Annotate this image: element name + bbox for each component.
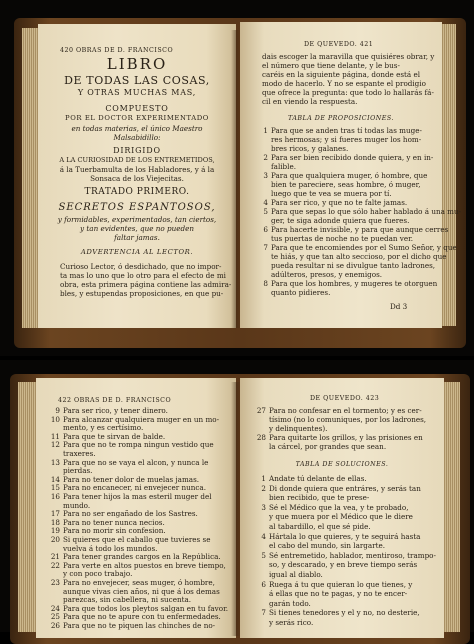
body-line: Curioso Lector, ó desdichado, que no impor- [60, 262, 222, 271]
item-text: Para que no te apure con tu enfermedades. [63, 612, 221, 622]
item-text: Para que sepas lo que sólo haber hablado á una mu- [271, 207, 462, 216]
subtitle-author: POR EL DOCTOR EXPERIMENTADO [65, 114, 209, 122]
item-number: 5 [261, 550, 266, 560]
item-text: Para tener grandes cargos en la República. [63, 552, 221, 562]
item-text: y serás rico. [269, 618, 314, 627]
subtitle-line: Malsabidillo: [113, 133, 161, 142]
item-text: Para que no se vaya el alcon, y nunca le [63, 457, 209, 467]
item-number: 7 [263, 243, 268, 252]
item-text: Ruega á tu que quieran lo que tienes, y [269, 579, 413, 589]
list-item [254, 135, 442, 144]
list-item [252, 512, 444, 521]
body-line: obra, esta primera página contiene las admira- [60, 280, 232, 289]
list-item [252, 474, 444, 483]
item-text: Para alcanzar qualquiera muger en un mo- [63, 414, 220, 424]
item-number: 27 [256, 406, 266, 415]
body-line: ta mas lo uno que lo otro para el efecto de mi [60, 271, 226, 280]
book-title-line-1: LIBRO [106, 55, 168, 73]
list-item [252, 589, 444, 598]
item-number: 6 [261, 579, 266, 589]
item-text: Sé el Médico que la vea, y te probado, [269, 502, 409, 512]
intro-line: cil en viendo la respuesta. [262, 97, 358, 106]
item-number: 4 [261, 531, 266, 541]
list-item [252, 608, 444, 617]
subtitle-line: en todas materias, el único Maestro [71, 124, 203, 133]
intro-line: el número que tiene delante, y le bus- [262, 61, 400, 70]
item-number: 1 [263, 126, 268, 135]
intro-line: modo de hacerlo. Y no se espante el prodigio [262, 79, 426, 88]
item-number: 22 [50, 560, 60, 570]
list-item [252, 541, 444, 550]
item-text: Para tener hijos la mas esteril muger del [63, 492, 212, 501]
item-text: pueda resultar ni se divulgue tanto ladrones, [271, 261, 436, 270]
item-text: res hermosas; y si fueres muger los hom- [271, 135, 422, 144]
list-item [252, 560, 444, 569]
book-title-line-3: Y OTRAS MUCHAS MAS, [77, 88, 197, 97]
list-item [254, 180, 442, 189]
intro-line: caréis en la siguiente página, donde está el [262, 70, 421, 79]
page-edges-right [442, 382, 460, 632]
item-text: Para no tener dolor de muelas jamas. [63, 474, 200, 484]
list-item [252, 551, 444, 560]
running-header: DE QUEVEDO. 421 [304, 41, 374, 48]
list-item [252, 599, 444, 608]
item-text: falible. [271, 162, 296, 171]
item-text: Para no confesar en el tormento; y es cer- [269, 406, 422, 415]
running-header: 420 OBRAS DE D. FRANCISCO [60, 47, 174, 54]
item-text: Si quieres que el caballo que tuvieres se [63, 535, 211, 544]
list-item [252, 493, 444, 502]
item-number: 4 [263, 198, 268, 207]
bottom-photo [0, 360, 474, 632]
list-item [252, 484, 444, 493]
item-text: pierdas. [63, 466, 93, 476]
item-text: Para que los hombres, y mugeres te otorguen [271, 279, 438, 288]
list-item [252, 503, 444, 512]
item-number: 2 [261, 483, 266, 493]
list-item [254, 198, 442, 207]
item-text: Para quitarte los grillos, y las prisiones en [269, 433, 423, 442]
list-item [252, 424, 444, 433]
list-item [254, 261, 442, 270]
secrets-line: faltar jamas. [114, 233, 160, 242]
item-text: adúlteros, presos, y enemigos. [271, 270, 383, 279]
list-item [252, 532, 444, 541]
list-item [252, 415, 444, 424]
item-number: 8 [263, 279, 268, 288]
bottom-left-page [36, 378, 236, 638]
table-title: TABLA DE PROPOSICIONES. [288, 115, 394, 122]
list-item [254, 288, 442, 297]
item-text: la cárcel, por grandes que sean. [269, 442, 387, 451]
list-item [254, 189, 442, 198]
item-number: 16 [50, 492, 60, 501]
list-item [254, 162, 442, 171]
list-item [254, 144, 442, 153]
treatise-heading: TRATADO PRIMERO. [84, 187, 190, 197]
item-text: garán todo. [269, 598, 311, 608]
list-item [254, 252, 447, 261]
item-number: 11 [50, 431, 60, 441]
item-text: Sé entremetido, hablador, mentiroso, trampo- [269, 550, 436, 560]
item-number: 24 [50, 603, 60, 613]
item-text: Para que te sirvan de balde. [63, 431, 166, 441]
list-item [252, 570, 444, 579]
item-text: Para que todos los pleytos salgan en tu favor. [63, 603, 228, 613]
item-number: 25 [50, 612, 60, 622]
item-text: Para no envejecer, seas muger, ó hombre, [63, 578, 215, 587]
list-item [254, 279, 442, 288]
item-text: Para que se anden tras tí todas las muge- [271, 126, 422, 135]
catchword: Dd 3 [390, 302, 408, 311]
item-number: 10 [50, 414, 60, 424]
item-text: bien recibido, que te prese- [269, 493, 370, 503]
intro-line: dais escoger la maravilla que quisiéres obrar, y [262, 52, 435, 61]
table-title: TABLA DE SOLUCIONES. [295, 461, 389, 468]
item-text: te hiás, y que tan alto seccioso, por el dicho que [271, 252, 447, 261]
list-item [252, 618, 444, 627]
item-text: tus puertas de noche no te puedan ver. [271, 234, 414, 243]
intro-line: que ofrece la pregunta: que todo lo hallarás fá- [262, 88, 434, 97]
list-item [254, 225, 449, 234]
item-text: Hártala lo que quieres, y te seguirá hasta [269, 531, 421, 541]
item-number: 18 [50, 517, 60, 527]
item-number: 14 [50, 474, 60, 484]
list-item [254, 270, 442, 279]
item-text: mento, y es certísimo. [63, 423, 144, 433]
item-text: y delinquentes). [269, 424, 328, 433]
item-text: Para ser rico, y que no te falte jamas. [271, 198, 408, 207]
item-text: al tabardillo, el que sé pide. [269, 522, 371, 531]
page-edges-left [18, 382, 36, 632]
item-number: 9 [55, 406, 60, 415]
list-item [254, 126, 442, 135]
running-header: 422 OBRAS DE D. FRANCISCO [58, 397, 172, 404]
item-text: Para que te encomiendes por el Sumo Señor, y que [271, 243, 457, 252]
item-text: Para hacerte invisible, y para que aunque cerres [271, 225, 449, 234]
item-text: igual al diablo. [269, 570, 323, 579]
list-item [252, 580, 444, 589]
item-number: 21 [50, 552, 60, 562]
item-text: ger, te siga adonde quiera que fueres. [271, 216, 410, 225]
dedication-line: Sonsaca de los Viejecitas. [90, 174, 184, 183]
advertencia-heading: ADVERTENCIA AL LECTOR. [80, 248, 194, 256]
item-number: 1 [261, 474, 266, 483]
list-item [46, 621, 236, 630]
list-item [254, 216, 442, 225]
bottom-right-page [240, 378, 444, 638]
list-item [252, 442, 444, 451]
item-number: 3 [263, 171, 268, 180]
item-text: á ellas que no te pagas, y no te encer- [269, 589, 408, 599]
body-line: bles, y estupendas proposiciones, en que pu- [60, 289, 224, 298]
item-text: Para que no te rompa ningun vestido que [63, 440, 214, 450]
item-text: Para no tener nunca necios. [63, 517, 165, 527]
dedication-line: á la Tuerbamulta de los Habladores, y á la [59, 165, 215, 174]
page-edges-right [440, 24, 456, 326]
item-text: Para ser rico, y tener dinero. [63, 406, 168, 415]
item-text: y que muera por el Médico que le diere [269, 512, 413, 522]
item-number: 7 [261, 608, 266, 618]
item-number: 12 [50, 440, 60, 450]
secrets-line: y formidables, experimentados, tan ciertos, [57, 215, 217, 224]
top-left-page [38, 24, 236, 328]
running-header: DE QUEVEDO. 423 [310, 395, 380, 402]
item-text: luego que te vea se muera por tí. [271, 189, 392, 198]
item-text: Para que no te piquen las chinches de no- [63, 621, 216, 630]
item-number: 19 [50, 526, 60, 536]
list-item [252, 522, 444, 531]
item-text: bres ricos, y galanes. [271, 144, 349, 153]
page-edges-left [22, 28, 38, 328]
book-title-line-2: DE TODAS LAS COSAS, [64, 74, 210, 87]
item-text: traxeres. [63, 449, 96, 458]
top-right-page [240, 22, 462, 328]
item-text: Di donde quiera que entráres, y serás tan [269, 483, 421, 493]
item-number: 15 [50, 483, 60, 493]
item-text: Para ser bien recibido donde quiera, y en in- [271, 153, 434, 162]
dedication-line: A LA CURIOSIDAD DE LOS ENTREMETIDOS, [59, 156, 215, 164]
list-item [254, 171, 442, 180]
item-text: aunque vivas cien años, ni que á los demas [63, 586, 220, 596]
item-number: 3 [261, 502, 266, 512]
item-text: Para que qualquiera muger, ó hombre, que [271, 171, 428, 180]
item-number: 13 [50, 457, 60, 467]
item-number: 23 [50, 578, 60, 587]
list-item [254, 153, 442, 162]
subtitle-compuesto: COMPUESTO [105, 104, 169, 113]
subtitle-dirigido: DIRIGIDO [113, 146, 161, 155]
list-item [254, 243, 457, 252]
item-text: y con poco trabajo. [63, 569, 133, 579]
item-text: Para no encanecer, ni envejecer nunca. [63, 483, 206, 493]
item-text: tísimo (no lo comuniques, por los ladrones, [269, 415, 427, 424]
list-item [252, 433, 444, 442]
item-number: 20 [50, 535, 60, 544]
item-number: 2 [263, 153, 268, 162]
item-text: parezcas, sin cabellera, ni sucenta. [63, 595, 192, 605]
item-text: Para no morir sin confesion. [63, 526, 166, 536]
item-text: Andate tú delante de ellas. [269, 474, 367, 483]
item-number: 5 [263, 207, 268, 216]
secrets-heading: SECRETOS ESPANTOSOS, [58, 202, 216, 213]
item-number: 17 [50, 509, 60, 519]
list-item [254, 207, 462, 216]
item-text: Para verte en altos puestos en breve tiempo, [63, 560, 226, 570]
list-item [254, 234, 442, 243]
item-number: 6 [263, 225, 268, 234]
item-text: bien te pareciere, seas hombre, ó muger, [271, 180, 421, 189]
item-text: vuelva á todo los mundos. [63, 543, 158, 553]
item-text: so, y descarado, y en breve tiempo serás [269, 560, 418, 570]
item-text: quanto pidieres. [271, 288, 331, 297]
item-text: Si tienes tenedores y el y no, no desterie, [269, 608, 420, 618]
item-number: 28 [256, 433, 266, 442]
secrets-line: y tan evidentes, que no pueden [80, 224, 194, 233]
list-item [252, 406, 444, 415]
item-text: Para no ser engañado de los Sastres. [63, 509, 198, 519]
item-text: el cabo del mundo, sin largarte. [269, 541, 386, 551]
item-text: mundo. [63, 500, 91, 510]
item-number: 26 [50, 621, 60, 630]
